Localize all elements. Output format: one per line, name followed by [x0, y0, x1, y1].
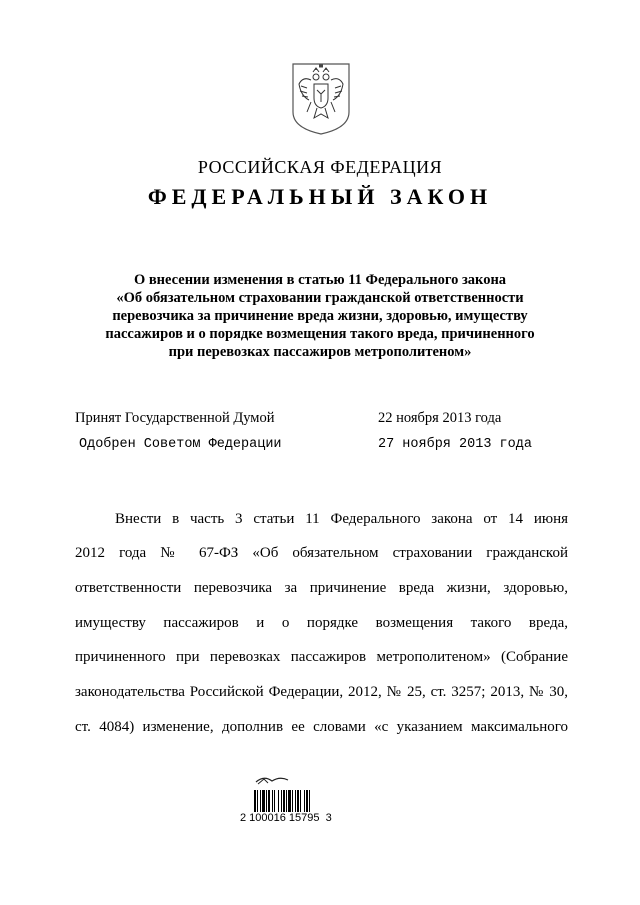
body-text-line: причиненного при перевозках пассажиров метрополитеном» (Собрание	[75, 649, 568, 665]
duma-adoption-label: Принят Государственной Думой	[75, 410, 275, 426]
body-text-line: ст. 4084) изменение, дополнив ее словами «с указанием максимального	[75, 719, 568, 735]
body-text-line: ответственности перевозчика за причинение вреда жизни, здоровью,	[75, 580, 568, 596]
council-approval-label: Одобрен Советом Федерации	[79, 437, 282, 452]
country-name: РОССИЙСКАЯ ФЕДЕРАЦИЯ	[197, 157, 443, 177]
body-text-line: законодательства Российской Федерации, 2012, № 25, ст. 3257; 2013, № 30,	[75, 684, 568, 700]
law-title	[60, 271, 580, 361]
body-text-line: имуществу пассажиров и о порядке возмещения такого вреда,	[75, 615, 568, 631]
law-type-heading: ФЕДЕРАЛЬНЫЙ ЗАКОН	[147, 184, 493, 209]
barcode-icon	[253, 790, 335, 812]
law-title-line: при перевозках пассажиров метрополитеном»	[168, 344, 472, 360]
duma-adoption-date: 22 ноября 2013 года	[378, 410, 502, 426]
law-title-line: пассажиров и о порядке возмещения такого вреда, причиненного	[105, 326, 535, 342]
council-approval-date: 27 ноября 2013 года	[378, 437, 532, 452]
body-text-line: Внести в часть 3 статьи 11 Федерального закона от 14 июня	[115, 511, 568, 527]
registration-stamp-icon	[254, 773, 334, 785]
barcode-number: 2 100016 15795 3	[240, 812, 332, 824]
russian-coat-of-arms-icon	[289, 62, 353, 136]
body-text-line: 2012 года № 67-ФЗ «Об обязательном страховании гражданской	[75, 545, 568, 561]
law-title-line: «Об обязательном страховании гражданской ответственности	[116, 290, 524, 306]
law-title-line: О внесении изменения в статью 11 Федерального закона	[133, 272, 507, 288]
law-title-line: перевозчика за причинение вреда жизни, здоровью, имуществу	[112, 308, 528, 324]
